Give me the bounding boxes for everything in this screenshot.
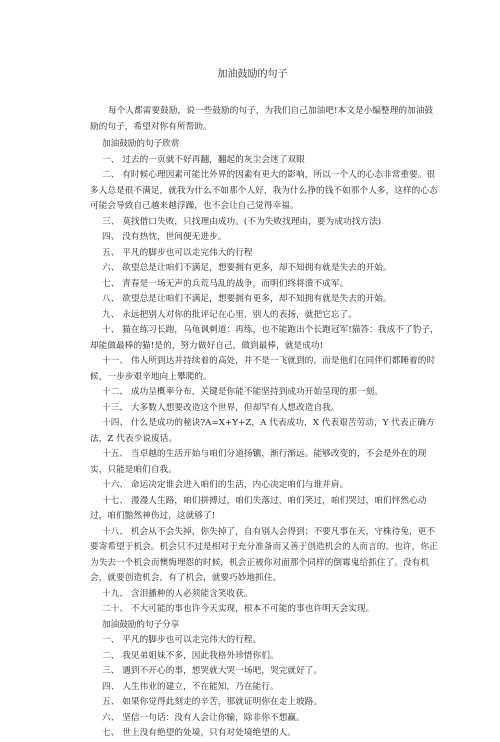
list-item: 二、 我见弟姐妹不多，因此我格外珍惜你们。 bbox=[102, 650, 279, 661]
intro-paragraph: 每个人都需要鼓励，说一些鼓励的句子，为我们自己加油吧!本文是小编整理的加油鼓励的句子，希望对你有所帮助。 bbox=[90, 106, 434, 132]
list-item: 三、 遇到不开心的事，想哭就大哭一场吧，哭完就好了。 bbox=[102, 666, 323, 676]
list-item: 一、 过去的一页就不好再翻，翻起的灰尘会迷了双眼 bbox=[102, 154, 305, 165]
list-item: 八、 欲望总是让咱们不满足，想要拥有更多，却不知拥有就是失去的开始。 bbox=[102, 294, 392, 304]
section-heading-appreciation: 加油鼓励的句子欣赏 bbox=[102, 139, 180, 149]
list-item: 四、 人生伟业的建立，不在能知，乃在能行。 bbox=[102, 681, 279, 692]
list-item: 二、 有时候心理因素可能比外界的因素有更大的影响，所以一个人的心态非常重要。很多人总是很不满足，就我为什么不如那个人好，我为什么挣的钱不如那个人多，这样的心态可能会导致自己越来越浮躁，也不会让自己觉得幸福。 bbox=[90, 170, 438, 211]
list-item: 十九、 含泪播种的人必须能含笑收获。 bbox=[102, 588, 253, 599]
page-title: 加油鼓励的句子 bbox=[217, 69, 288, 80]
list-item: 十二、 成功呈概率分布，关键是你能不能坚持到成功开始呈现的那一刻。 bbox=[102, 387, 384, 397]
list-item: 十、 猫在练习长跑，乌龟讽刺道：再练，也不能跑出个长跑冠军!猫答：我成不了豹子，却能做最棒的猫!是的，努力做好自己，做到最棒，就是成功! bbox=[90, 325, 439, 351]
list-item: 六、 坚信一句话：没有人会让你输，除非你不想赢。 bbox=[102, 712, 305, 723]
list-item: 五、 如果你觉得此刻走的辛苦，那就证明你在走上坡路。 bbox=[102, 697, 323, 707]
list-item: 七、 世上没有绝望的处境，只有对处境绝望的人。 bbox=[102, 728, 297, 738]
list-item: 三、 莫找借口失败，只找理由成功。(不为失败找理由，要为成功找方法) bbox=[102, 216, 382, 227]
list-item: 一、 平凡的脚步也可以走完伟大的行程。 bbox=[102, 635, 262, 645]
list-item: 十四、 什么是成功的秘诀?A=X+Y+Z，A 代表成功，X 代表艰苦劳动，Y 代表正确方法，Z 代表少说废话。 bbox=[90, 418, 435, 444]
list-item: 二十、 不大可能的事也许今天实现，根本不可能的事也许明天会实现。 bbox=[102, 604, 375, 614]
list-item: 十三、 大多数人想要改造这个世界，但却罕有人想改造自我。 bbox=[102, 402, 340, 413]
section-heading-share: 加油鼓励的句子分享 bbox=[102, 619, 180, 630]
list-item: 十一、 伟人所到达并持续着的高处，并不是一飞就到的，而是他们在同伴们都睡着的时候，一步步艰辛地向上攀爬的。 bbox=[90, 356, 436, 382]
list-item: 六、 欲望总是让咱们不满足，想要拥有更多，却不知拥有就是失去的开始。 bbox=[102, 263, 392, 273]
list-item: 九、 永远把别人对你的批评记在心里，别人的表扬，就把它忘了。 bbox=[102, 309, 357, 320]
list-item: 十八、 机会从不会失掉，你失掉了，自有别人会得到；不要凡事在天，守株待兔，更不要寄希望于机会。机会只不过是相对于充分准备而又善于创造机会的人而言的。也许，你正为失去一个机会而懊悔埋怨的时候，机会正被你对面那个同样的倒霉鬼给抓住了。没有机会，就要创造机会，有了机会，就要巧妙地抓住。 bbox=[90, 526, 438, 583]
list-item: 五、 平凡的脚步也可以走完伟大的行程 bbox=[102, 247, 253, 258]
list-item: 十五、 当卓越的生活开始与咱们分道扬镳，渐行渐远。能够改变的，不会是外在的现实，只能是咱们自我。 bbox=[90, 449, 427, 475]
list-item: 十六、 命运决定谁会进入咱们的生活，内心决定咱们与谁并肩。 bbox=[102, 480, 349, 490]
list-item: 七、 青春是一场无声的兵荒马乱的战争，而明们终将溃不成军。 bbox=[102, 278, 349, 289]
list-item: 十七、 漫漫人生路，咱们拼搏过，咱们失落过，咱们笑过，咱们哭过，咱们怦然心动过，咱们黯然神伤过，这就够了! bbox=[90, 495, 427, 521]
list-item: 四、 没有热忱，世间便无进步。 bbox=[102, 232, 227, 242]
